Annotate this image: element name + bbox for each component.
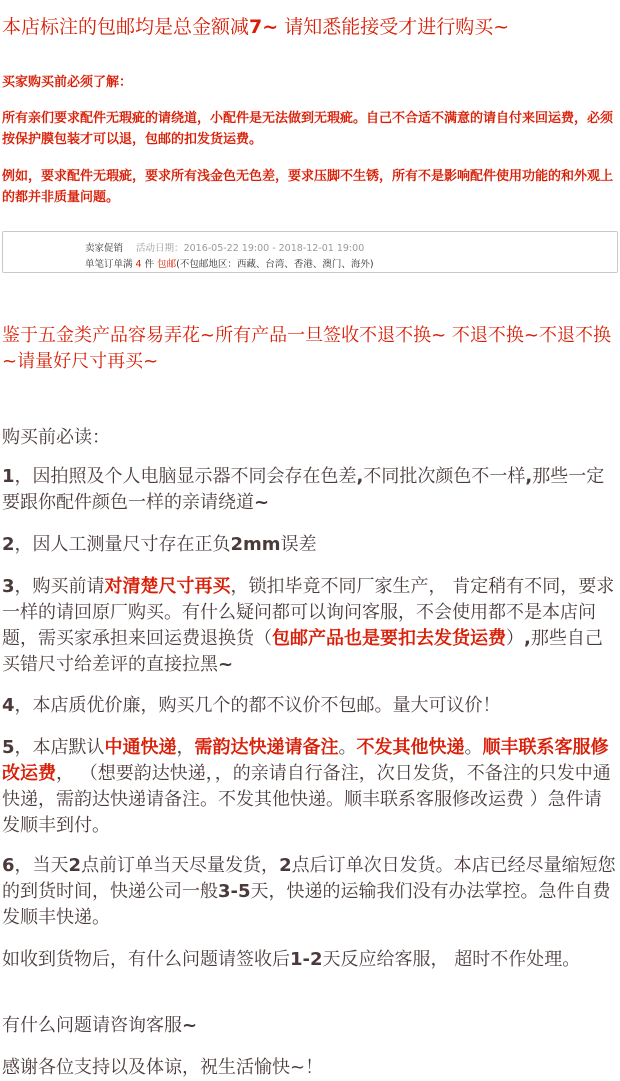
promotion-rule-row xyxy=(85,256,374,270)
text-segment: ，本店默认 xyxy=(14,737,105,758)
text-segment: ，本店质优价廉，购买几个的都不议价不包邮。量大可议价！ xyxy=(14,695,501,716)
text-segment: 点前订单当天尽量发货， xyxy=(81,855,280,876)
thanks-note: 感谢各位支持以及体谅，祝生活愉快~！ xyxy=(2,1057,324,1078)
text-segment: 2 xyxy=(68,855,82,876)
text-segment: 5 xyxy=(2,737,15,758)
must-read-item-5 xyxy=(2,735,616,839)
promotion-label: 卖家促销 xyxy=(85,243,124,254)
text-segment: ~ xyxy=(218,654,234,675)
promotion-box xyxy=(2,231,618,273)
text-segment: ） xyxy=(506,628,524,649)
text-segment: 不同批次颜色不一样 xyxy=(363,466,526,487)
text-segment: 本店标注的包邮均是总金额减 xyxy=(2,16,250,38)
promotion-free-shipping: 包邮 xyxy=(157,259,177,270)
text-segment: , xyxy=(524,628,531,649)
text-segment: 天，快递的运输我们没有办法掌控。急件自费发顺丰快递。 xyxy=(2,881,611,928)
must-read-item-3 xyxy=(2,574,616,678)
text-segment: 7~ xyxy=(249,16,279,38)
notice-paragraph-2: 例如，要求配件无瑕疵，要求所有浅金色无色差，要求压脚不生锈，所有不是影响配件使用功能的和外观上的都并非质量问题。 xyxy=(2,169,614,205)
text-segment: 中通快递 xyxy=(104,737,177,758)
text-segment: , xyxy=(525,466,533,487)
text-segment: 3-5 xyxy=(218,881,251,902)
promotion-rule-count: 4 xyxy=(135,259,142,270)
text-segment: , xyxy=(356,466,364,487)
text-segment: 需韵达快递请备注 xyxy=(194,737,339,758)
must-read-item-2 xyxy=(2,532,616,558)
text-segment: 不发其他快递 xyxy=(356,737,465,758)
text-segment: 1 xyxy=(2,466,15,487)
text-segment: 2 xyxy=(279,855,292,876)
text-segment: ，购买前请 xyxy=(14,576,105,597)
text-segment: 。 xyxy=(338,737,357,758)
text-segment: ，当天 xyxy=(14,855,69,876)
text-segment: ，锁扣毕竟不同厂家生产， 肯定稍有不同，要求一样的请回原厂购买。有什么疑问都可以询问客服，不会使用都不是本店问题，需买家承担来回运费退换货（ xyxy=(2,576,615,649)
text-segment: 顺丰联系客服修改运费 xyxy=(2,737,609,784)
text-segment: 点后订单次日发货。本店已经尽量缩短您的到货时间，快递公司一般 xyxy=(2,855,616,902)
text-segment: 2mm xyxy=(230,534,281,555)
text-segment: ~ xyxy=(254,492,270,513)
text-segment: ， xyxy=(176,737,195,758)
notice-title: 买家购买前必须了解： xyxy=(2,75,133,90)
promotion-excluded-regions: (不包邮地区：西藏、台湾、香港、澳门、海外) xyxy=(176,259,374,270)
after-receipt-note xyxy=(2,947,616,973)
text-segment: 。 xyxy=(464,737,483,758)
text-segment: 有什么问题请咨询客服 xyxy=(2,1015,182,1036)
text-segment: 那些一定要跟你配件颜色一样的亲请绕道 xyxy=(2,466,605,513)
text-segment: ，因拍照及个人电脑显示器不同会存在色差 xyxy=(14,466,357,487)
promotion-rule-b: 件 xyxy=(141,259,158,270)
promotion-period-row xyxy=(85,240,364,254)
text-segment: 3 xyxy=(2,576,15,597)
header-notice xyxy=(2,14,616,40)
contact-service-note xyxy=(2,1013,616,1039)
notice-paragraph-1: 所有亲们要求配件无瑕疵的请绕道，小配件是无法做到无瑕疵。自己不合适不满意的请自付来回运费，必须按保护膜包装才可以退，包邮的扣发货运费。 xyxy=(2,111,614,147)
promotion-period: 2016-05-22 19:00 - 2018-12-01 19:00 xyxy=(183,243,365,254)
no-return-warning: 鉴于五金类产品容易弄花~所有产品一旦签收不退不换~ 不退不换~不退不换~请量好尺寸再买~ xyxy=(2,325,611,372)
text-segment: 天反应给客服， 超时不作处理。 xyxy=(322,949,581,970)
must-read-title: 购买前必读： xyxy=(2,427,110,448)
text-segment: 1-2 xyxy=(290,949,323,970)
text-segment: ，因人工测量尺寸存在正负 xyxy=(14,534,231,555)
must-read-item-1 xyxy=(2,464,616,516)
text-segment: 请知悉能接受才进行购买~ xyxy=(278,16,510,38)
promotion-rule-a: 单笔订单满 xyxy=(85,259,136,270)
text-segment: 那些自己买错尺寸给差评的直接拉黑 xyxy=(2,628,603,675)
promotion-period-label: 活动日期： xyxy=(136,243,184,254)
text-segment: 6 xyxy=(2,855,15,876)
text-segment: 对清楚尺寸再买 xyxy=(104,576,231,597)
text-segment: ， （想要韵达快递，，的亲请自行备注，次日发货，不备注的只发中通快递，需韵达快递请备注。不发其他快递。顺丰联系客服修改运费 ）急件请发顺丰到付。 xyxy=(2,763,611,836)
must-read-item-6 xyxy=(2,853,616,931)
text-segment: 如收到货物后，有什么问题请签收后 xyxy=(2,949,290,970)
text-segment: ~ xyxy=(182,1015,198,1036)
text-segment: 包邮产品也是要扣去发货运费 xyxy=(272,628,506,649)
text-segment: 误差 xyxy=(280,534,317,555)
must-read-item-4 xyxy=(2,693,616,719)
text-segment: 4 xyxy=(2,695,15,716)
text-segment: 2 xyxy=(2,534,15,555)
